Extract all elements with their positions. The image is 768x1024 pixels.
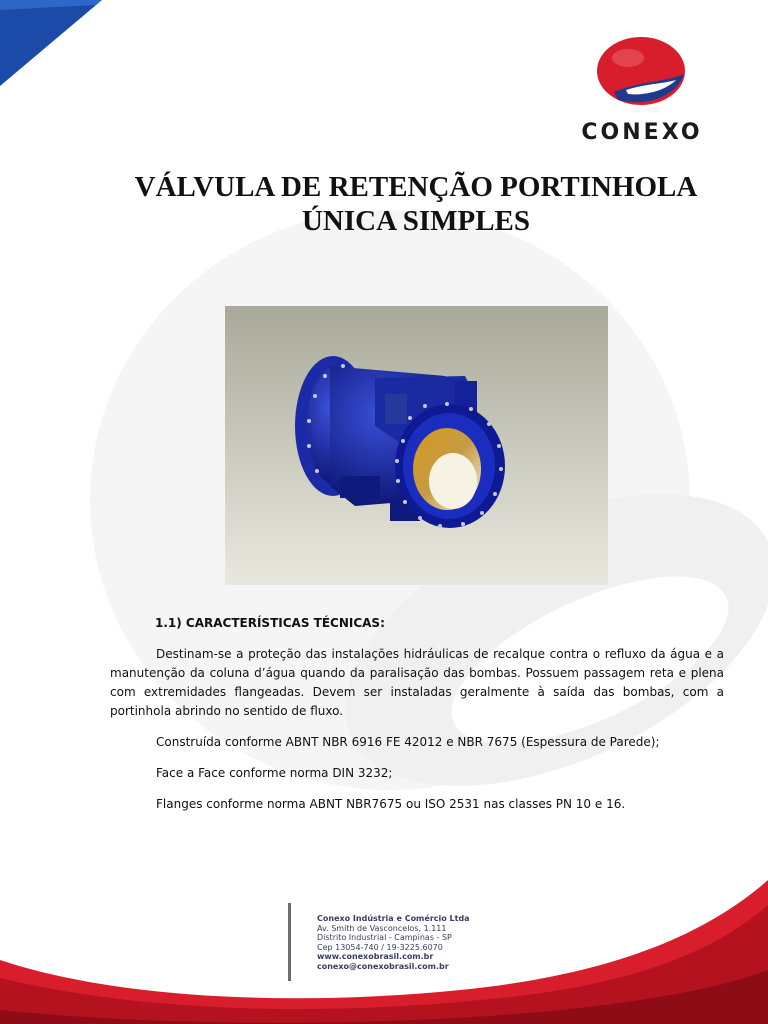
footer-address: Av. Smith de Vasconcelos, 1.111 [317, 923, 447, 933]
footer-cep-phone: Cep 13054-740 / 19-3225.6070 [317, 942, 443, 952]
footer-company: Conexo Indústria e Comércio Ltda [317, 914, 470, 923]
logo-wordmark: CONEXO [581, 120, 703, 145]
footer-district: Distrito Industrial - Campinas - SP [317, 933, 452, 943]
footer-website: www.conexobrasil.com.br [317, 952, 434, 962]
footer-email: conexo@conexobrasil.com.br [317, 961, 449, 971]
spec-line-flanges: Flanges conforme norma ABNT NBR7675 ou ISO 2531 nas classes PN 10 e 16. [156, 797, 626, 811]
description-paragraph: Destinam-se a proteção das instalações hidráulicas de recalque contra o refluxo da água e a manutenção da coluna d’água quando da paralisação das bombas. Possuem passagem reta e plena com extremidades flangeadas. Devem ser instaladas geralmente à saída das bombas, com a portinhola abrindo no sentido de fluxo. [110, 647, 724, 718]
spec-line-construction: Construída conforme ABNT NBR 6916 FE 42012 e NBR 7675 (Espessura de Parede); [156, 735, 660, 749]
section-heading: 1.1) CARACTERÍSTICAS TÉCNICAS: [155, 616, 385, 630]
title-line-1: VÁLVULA DE RETENÇÃO PORTINHOLA [134, 171, 698, 203]
spec-line-face-to-face: Face a Face conforme norma DIN 3232; [156, 766, 393, 780]
title-line-2: ÚNICA SIMPLES [301, 205, 531, 237]
